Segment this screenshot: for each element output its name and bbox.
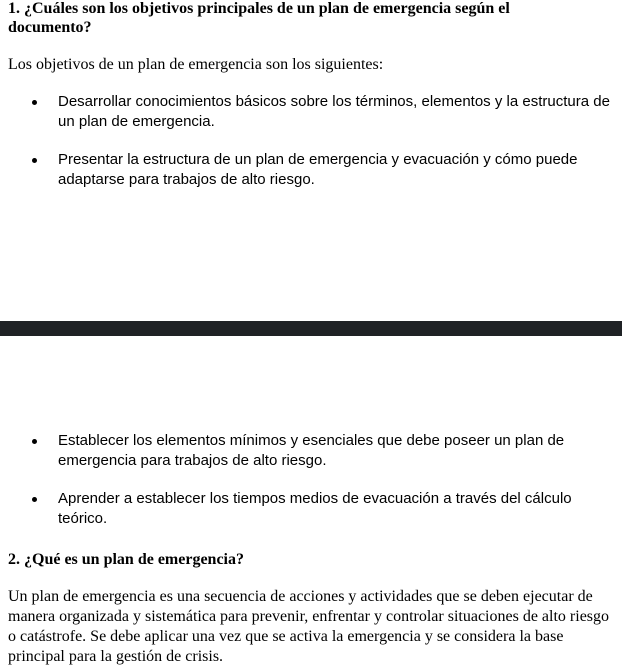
list-item-text: Desarrollar conocimientos básicos sobre los términos, elementos y la estructura de un plan de emergencia. <box>58 93 610 130</box>
section-1-intro: Los objetivos de un plan de emergencia son los siguientes: <box>8 56 384 73</box>
list-item <box>30 92 615 132</box>
list-item-text: Presentar la estructura de un plan de emergencia y evacuación y cómo puede adaptarse para trabajos de alto riesgo. <box>58 151 578 188</box>
objectives-list-page-1 <box>30 92 615 208</box>
list-item-text: Establecer los elementos mínimos y esenciales que debe poseer un plan de emergencia para trabajos de alto riesgo. <box>58 432 565 469</box>
objectives-list-page-2 <box>30 431 615 547</box>
section-2-title: 2. ¿Qué es un plan de emergencia? <box>8 551 244 568</box>
list-item <box>30 431 615 471</box>
bullet-icon <box>32 100 37 105</box>
list-item <box>30 489 615 529</box>
bullet-icon <box>32 497 37 502</box>
bullet-icon <box>32 439 37 444</box>
list-item-text: Aprender a establecer los tiempos medios de evacuación a través del cálculo teórico. <box>58 490 572 527</box>
section-2-body: Un plan de emergencia es una secuencia de acciones y actividades que se deben ejecutar de manera organizada y sistemática para prevenir, enfrentar y controlar situaciones de alto riesgo o catástrofe. Se debe aplicar una vez que se activa la emergencia y se considera la base principal para la gestión de crisis. <box>8 588 610 665</box>
list-item <box>30 150 615 190</box>
section-1-title: 1. ¿Cuáles son los objetivos principales de un plan de emergencia según el documento? <box>8 0 510 36</box>
bullet-icon <box>32 158 37 163</box>
page-break-divider <box>0 321 622 336</box>
